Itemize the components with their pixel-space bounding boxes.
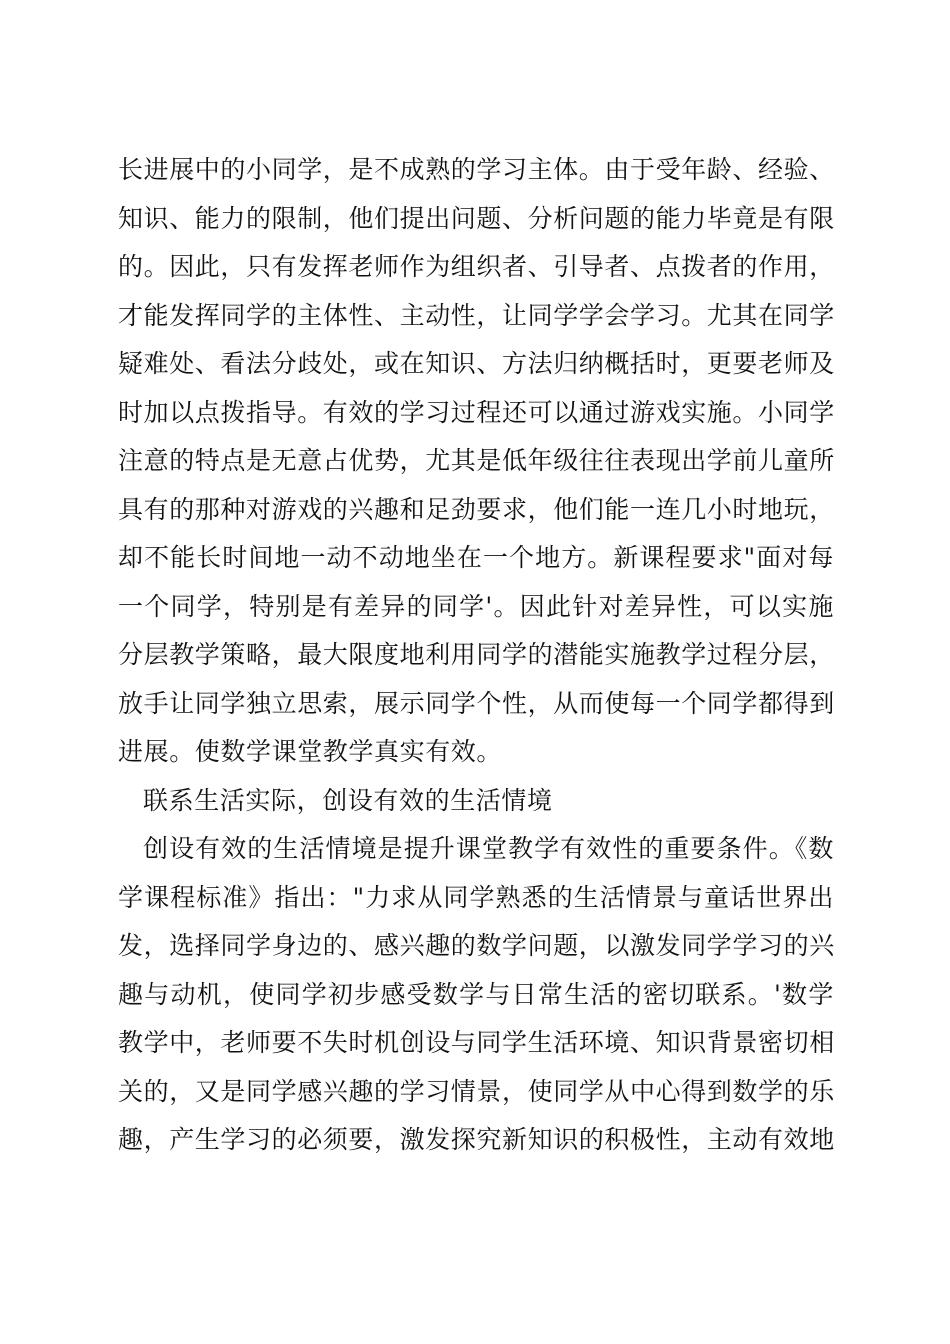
text-line: 趣与动机，使同学初步感受数学与日常生活的密切联系。'数学 bbox=[118, 979, 834, 1009]
text-line: 发，选择同学身边的、感兴趣的数学问题，以激发同学学习的兴 bbox=[118, 931, 835, 960]
text-line: 一个同学，特别是有差异的同学'。因此针对差异性，可以实施 bbox=[118, 591, 834, 621]
section-heading bbox=[118, 777, 834, 826]
text-line: 放手让同学独立思索，展示同学个性，从而使每一个同学都得到 bbox=[118, 688, 835, 718]
body-text bbox=[118, 146, 834, 1165]
text-line: 教学中，老师要不失时机创设与同学生活环境、知识背景密切相 bbox=[118, 1028, 835, 1057]
text-line: 才能发挥同学的主体性、主动性，让同学学会学习。尤其在同学 bbox=[118, 300, 835, 330]
heading-line: 联系生活实际，创设有效的生活情境 bbox=[143, 785, 553, 815]
text-line: 长进展中的小同学，是不成熟的学习主体。由于受年龄、经验、 bbox=[118, 155, 835, 184]
paragraph-p1 bbox=[118, 146, 834, 777]
text-line: 创设有效的生活情境是提升课堂教学有效性的重要条件。《数 bbox=[143, 834, 834, 863]
text-line: 时加以点拨指导。有效的学习过程还可以通过游戏实施。小同学 bbox=[118, 397, 835, 427]
text-line: 知识、能力的限制，他们提出问题、分析问题的能力毕竟是有限 bbox=[118, 203, 835, 233]
text-line: 进展。使数学课堂教学真实有效。 bbox=[118, 737, 503, 766]
text-line: 注意的特点是无意占优势，尤其是低年级往往表现出学前儿童所 bbox=[118, 446, 835, 475]
text-line: 具有的那种对游戏的兴趣和足劲要求，他们能一连几小时地玩， bbox=[118, 494, 835, 524]
text-line: 学课程标准》指出："力求从同学熟悉的生活情景与童话世界出 bbox=[118, 882, 834, 912]
text-line: 疑难处、看法分歧处，或在知识、方法归纳概括时，更要老师及 bbox=[118, 349, 835, 378]
text-line: 分层教学策略，最大限度地利用同学的潜能实施教学过程分层， bbox=[118, 640, 835, 669]
text-line: 的。因此，只有发挥老师作为组织者、引导者、点拨者的作用， bbox=[118, 252, 835, 281]
text-line: 关的，又是同学感兴趣的学习情景，使同学从中心得到数学的乐 bbox=[118, 1076, 835, 1106]
text-line: 趣，产生学习的必须要，激发探究新知识的积极性，主动有效地 bbox=[118, 1125, 835, 1154]
text-line: 却不能长时间地一动不动地坐在一个地方。新课程要求"面对每 bbox=[118, 543, 834, 572]
paragraph-p3 bbox=[118, 825, 834, 1165]
